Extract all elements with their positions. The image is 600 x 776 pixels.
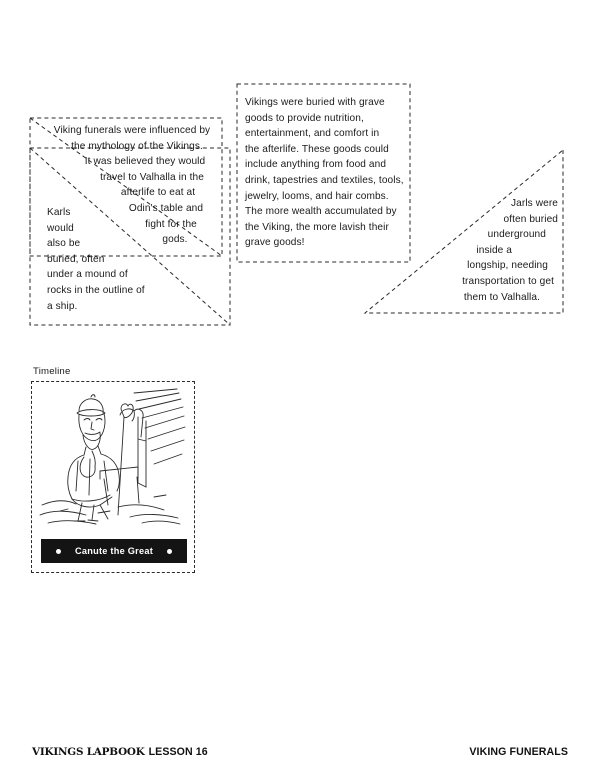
- text-line: a ship.: [47, 300, 78, 312]
- text-line: the mythology of the Vikings.: [71, 140, 203, 152]
- text-line: gods.: [162, 234, 188, 246]
- canute-the-great-illustration: [38, 387, 188, 527]
- text-line: buried, often: [47, 253, 105, 265]
- text-line: inside a: [476, 244, 512, 256]
- text-line: include anything from food and: [245, 159, 387, 171]
- text-line: Viking funerals were influenced by: [53, 125, 211, 136]
- text-line: Karls: [47, 207, 71, 218]
- text-line: them to Valhalla.: [463, 291, 540, 303]
- footer-topic: VIKING FUNERALS: [469, 746, 568, 758]
- timeline-label: Timeline: [33, 366, 71, 377]
- text-line: rocks in the outline of: [47, 284, 145, 296]
- text-line: would: [47, 222, 74, 234]
- text-line: often buried: [503, 213, 558, 225]
- text-block-karls: [47, 205, 197, 314]
- text-line: under a mound of: [47, 269, 128, 281]
- text-line: goods to provide nutrition,: [245, 112, 364, 124]
- text-line: jewelry, looms, and hair combs.: [245, 190, 389, 202]
- text-line: Vikings were buried with grave: [245, 97, 385, 108]
- text-line: also be: [47, 238, 81, 250]
- text-line: underground: [487, 229, 546, 241]
- canute-the-great-label: Canute the Great: [74, 546, 154, 556]
- canute-the-great-banner: [41, 539, 187, 563]
- footer-book-title: VIKINGS LAPBOOK: [32, 746, 145, 758]
- text-block-jarls: [398, 196, 558, 305]
- text-line: fight for the: [145, 218, 197, 230]
- text-line: The more wealth accumulated by: [245, 206, 397, 218]
- text-line: drink, tapestries and textiles, tools,: [245, 174, 404, 186]
- text-line: travel to Valhalla in the: [100, 171, 204, 183]
- text-line: transportation to get: [462, 275, 554, 287]
- text-line: grave goods!: [245, 237, 305, 249]
- text-line: afterlife to eat at: [120, 187, 196, 199]
- footer-lesson-number: LESSON 16: [148, 746, 208, 758]
- timeline-card: [31, 381, 195, 573]
- text-block-grave-goods: [245, 95, 405, 251]
- text-line: longship, needing: [467, 260, 548, 272]
- bullet-dot-icon: [167, 549, 172, 554]
- text-line: the afterlife. These goods could: [245, 143, 389, 155]
- text-line: It was believed they would: [84, 156, 206, 168]
- text-line: Odin's table and: [128, 202, 204, 214]
- page-footer: [32, 742, 568, 760]
- text-line: Jarls were: [511, 198, 558, 209]
- text-line: the Viking, the more lavish their: [245, 221, 389, 233]
- text-line: entertainment, and comfort in: [245, 128, 380, 140]
- footer-left: [32, 742, 208, 760]
